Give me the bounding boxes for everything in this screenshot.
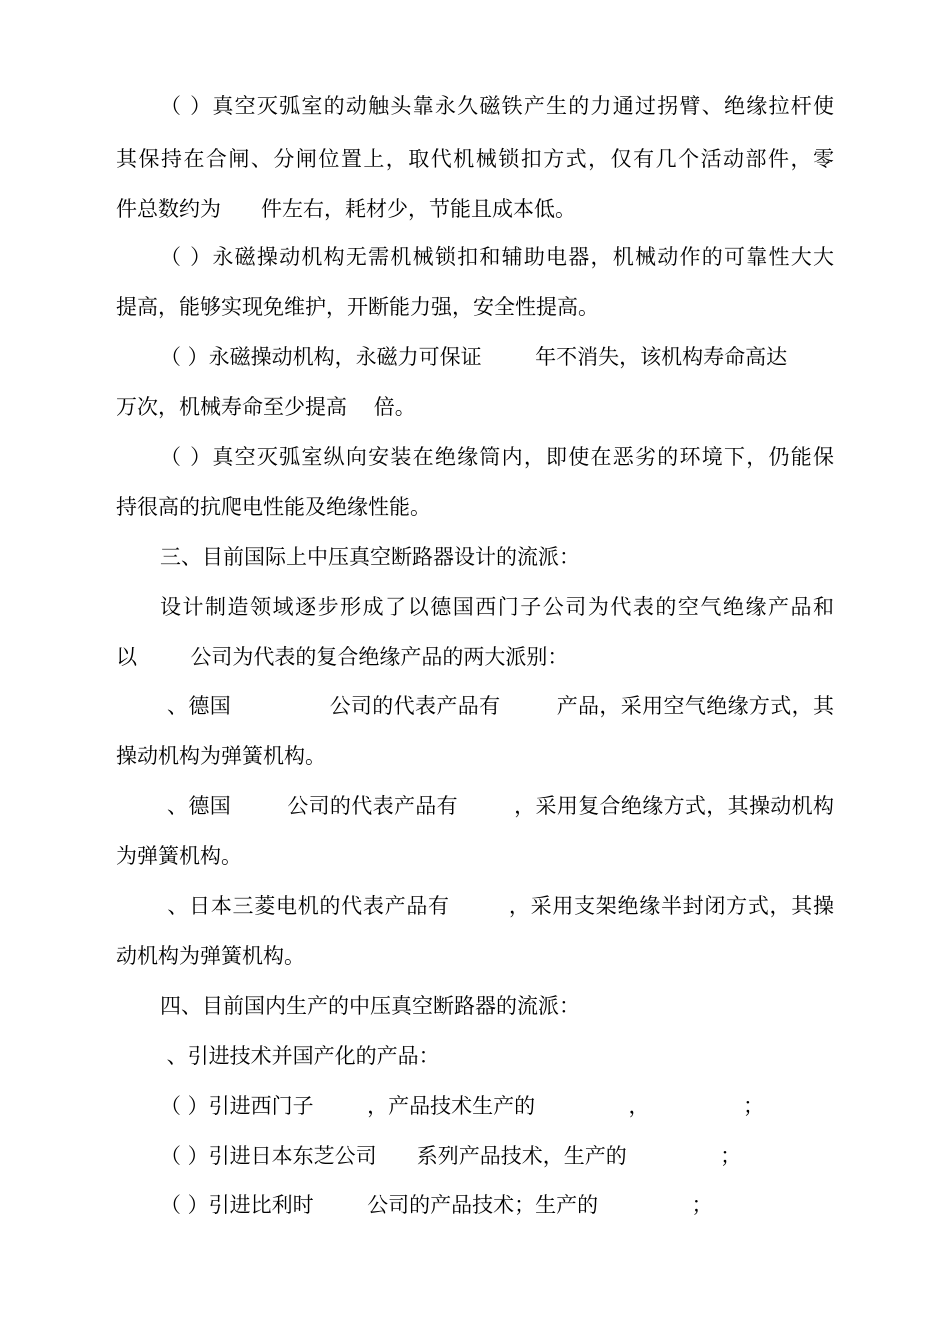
list-item-2: （ ）引进日本东芝公司 系列产品技术，生产的 ； (160, 1144, 742, 1168)
paragraph-line-13: 、德国 公司的代表产品有 产品，采用空气绝缘方式，其 (160, 694, 834, 718)
paragraph-line-16: 为弹簧机构。 (116, 844, 242, 868)
paragraph-line-20: 、引进技术并国产化的产品： (160, 1044, 440, 1068)
paragraph-line-5: 提高，能够实现免维护，开断能力强，安全性提高。 (116, 295, 599, 319)
paragraph-line-11: 设计制造领域逐步形成了以德国西门子公司为代表的空气绝缘产品和 (160, 595, 834, 619)
paragraph-line-6: （ ）永磁操动机构，永磁力可保证 年不消失，该机构寿命高达 (160, 345, 788, 369)
list-item-3: （ ）引进比利时 公司的产品技术；生产的 ； (160, 1193, 713, 1217)
paragraph-line-9: 持很高的抗爬电性能及绝缘性能。 (116, 495, 431, 519)
paragraph-line-3: 件总数约为 件左右，耗材少，节能且成本低。 (116, 197, 577, 221)
paragraph-line-14: 操动机构为弹簧机构。 (116, 744, 326, 768)
paragraph-line-2: 其保持在合闸、分闸位置上，取代机械锁扣方式，仅有几个活动部件，零 (116, 147, 834, 171)
paragraph-line-15: 、德国 公司的代表产品有 ，采用复合绝缘方式，其操动机构 (160, 794, 834, 818)
paragraph-line-4: （ ）永磁操动机构无需机械锁扣和辅助电器，机械动作的可靠性大大 (160, 245, 834, 269)
paragraph-line-1: （ ）真空灭弧室的动触头靠永久磁铁产生的力通过拐臂、绝缘拉杆使 (160, 94, 834, 118)
list-item-1: （ ）引进西门子 ，产品技术生产的 ， ； (160, 1094, 764, 1118)
paragraph-line-7: 万次，机械寿命至少提高 倍。 (116, 395, 416, 419)
paragraph-line-8: （ ）真空灭弧室纵向安装在绝缘筒内，即使在恶劣的环境下，仍能保 (160, 445, 834, 469)
section-heading-4: 四、目前国内生产的中压真空断路器的流派： (160, 994, 580, 1018)
paragraph-line-17: 、日本三菱电机的代表产品有 ，采用支架绝缘半封闭方式，其操 (160, 894, 834, 918)
section-heading-3: 三、目前国际上中压真空断路器设计的流派： (160, 545, 580, 569)
paragraph-line-18: 动机构为弹簧机构。 (116, 944, 305, 968)
paragraph-line-12: 以 公司为代表的复合绝缘产品的两大派别： (116, 645, 569, 669)
